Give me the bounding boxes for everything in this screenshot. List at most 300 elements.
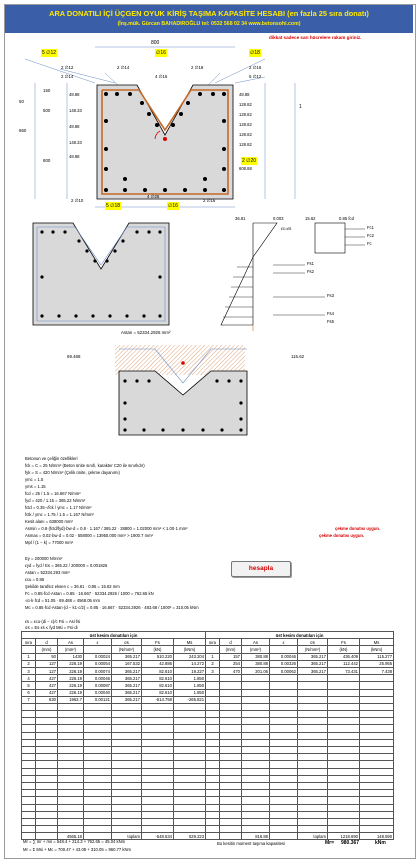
table-cell[interactable]: 226.19 <box>58 675 84 682</box>
table-cell[interactable] <box>328 696 360 703</box>
table-cell[interactable] <box>270 818 298 825</box>
table-cell[interactable] <box>84 739 112 746</box>
table-cell[interactable] <box>328 703 360 710</box>
table-cell[interactable] <box>142 775 174 782</box>
table-cell[interactable] <box>22 725 36 732</box>
table-cell[interactable]: 226.19 <box>58 689 84 696</box>
table-cell[interactable] <box>220 818 242 825</box>
table-cell[interactable] <box>174 711 206 718</box>
table-cell[interactable] <box>174 797 206 804</box>
table-cell[interactable] <box>270 761 298 768</box>
table-cell[interactable] <box>298 747 328 754</box>
table-cell[interactable] <box>298 725 328 732</box>
table-cell[interactable] <box>84 725 112 732</box>
table-cell[interactable]: 19.227 <box>174 667 206 674</box>
table-cell[interactable]: 470 <box>220 667 242 674</box>
table-cell[interactable] <box>112 804 142 811</box>
table-cell[interactable]: -514.759 <box>142 696 174 703</box>
table-cell[interactable] <box>142 747 174 754</box>
table-cell[interactable] <box>328 826 360 833</box>
table-cell[interactable] <box>220 811 242 818</box>
table-cell[interactable] <box>206 696 220 703</box>
table-cell[interactable] <box>220 725 242 732</box>
table-cell[interactable] <box>298 675 328 682</box>
table-cell[interactable] <box>206 689 220 696</box>
table-cell[interactable] <box>220 711 242 718</box>
table-cell[interactable] <box>142 703 174 710</box>
table-cell[interactable] <box>58 754 84 761</box>
table-cell[interactable] <box>142 797 174 804</box>
table-cell[interactable] <box>298 797 328 804</box>
table-cell[interactable] <box>220 732 242 739</box>
table-cell[interactable]: 127 <box>36 667 58 674</box>
table-cell[interactable]: 365.217 <box>112 696 142 703</box>
table-cell[interactable] <box>112 754 142 761</box>
table-cell[interactable] <box>220 804 242 811</box>
table-cell[interactable] <box>242 732 270 739</box>
table-cell[interactable] <box>270 689 298 696</box>
table-cell[interactable] <box>22 732 36 739</box>
table-cell[interactable] <box>58 718 84 725</box>
table-cell[interactable] <box>84 775 112 782</box>
table-cell[interactable]: 2 <box>22 660 36 667</box>
table-cell[interactable] <box>328 718 360 725</box>
table-cell[interactable] <box>22 790 36 797</box>
table-cell[interactable] <box>220 718 242 725</box>
table-cell[interactable]: 25.955 <box>360 660 394 667</box>
rebar-input-6[interactable]: ∅16 <box>168 203 178 209</box>
table-cell[interactable] <box>298 804 328 811</box>
table-cell[interactable] <box>270 675 298 682</box>
table-cell[interactable] <box>22 718 36 725</box>
table-cell[interactable] <box>270 739 298 746</box>
table-cell[interactable] <box>112 739 142 746</box>
table-cell[interactable] <box>360 718 394 725</box>
table-cell[interactable]: 365.217 <box>298 660 328 667</box>
table-cell[interactable]: 1 <box>22 653 36 660</box>
table-cell[interactable] <box>360 696 394 703</box>
table-cell[interactable] <box>22 797 36 804</box>
table-cell[interactable] <box>22 754 36 761</box>
table-cell[interactable] <box>174 754 206 761</box>
table-cell[interactable] <box>270 826 298 833</box>
table-cell[interactable]: 1 <box>206 653 220 660</box>
table-cell[interactable] <box>242 804 270 811</box>
table-cell[interactable] <box>58 739 84 746</box>
table-cell[interactable] <box>270 797 298 804</box>
table-cell[interactable]: 630 <box>36 696 58 703</box>
table-cell[interactable] <box>58 747 84 754</box>
table-cell[interactable]: 1963.7 <box>58 696 84 703</box>
table-cell[interactable] <box>242 725 270 732</box>
table-cell[interactable] <box>84 826 112 833</box>
table-cell[interactable]: 380.88 <box>242 660 270 667</box>
table-cell[interactable] <box>220 754 242 761</box>
table-cell[interactable] <box>270 754 298 761</box>
table-cell[interactable] <box>360 703 394 710</box>
table-cell[interactable] <box>36 754 58 761</box>
table-cell[interactable] <box>328 754 360 761</box>
table-cell[interactable] <box>174 761 206 768</box>
table-cell[interactable] <box>242 782 270 789</box>
table-cell[interactable] <box>360 689 394 696</box>
table-cell[interactable] <box>360 775 394 782</box>
table-cell[interactable] <box>142 768 174 775</box>
rebar-input-1[interactable]: 5 ∅12 <box>42 50 57 56</box>
table-cell[interactable] <box>360 790 394 797</box>
table-cell[interactable] <box>298 682 328 689</box>
table-cell[interactable] <box>220 775 242 782</box>
table-cell[interactable] <box>22 804 36 811</box>
table-cell[interactable]: 82.610 <box>142 689 174 696</box>
table-cell[interactable]: 3 <box>206 667 220 674</box>
table-cell[interactable] <box>174 826 206 833</box>
table-cell[interactable] <box>270 747 298 754</box>
table-cell[interactable]: 127 <box>36 660 58 667</box>
table-cell[interactable] <box>220 747 242 754</box>
table-cell[interactable] <box>142 818 174 825</box>
table-cell[interactable] <box>328 761 360 768</box>
table-cell[interactable] <box>112 775 142 782</box>
table-cell[interactable] <box>242 703 270 710</box>
table-cell[interactable] <box>174 811 206 818</box>
table-cell[interactable] <box>36 797 58 804</box>
table-cell[interactable] <box>174 703 206 710</box>
table-cell[interactable]: 427 <box>36 689 58 696</box>
table-cell[interactable] <box>298 689 328 696</box>
table-cell[interactable] <box>84 790 112 797</box>
table-cell[interactable]: 380.88 <box>242 653 270 660</box>
table-cell[interactable] <box>22 811 36 818</box>
table-cell[interactable] <box>58 703 84 710</box>
table-cell[interactable]: 436.409 <box>328 653 360 660</box>
table-cell[interactable] <box>242 711 270 718</box>
table-cell[interactable] <box>112 732 142 739</box>
table-cell[interactable] <box>36 790 58 797</box>
table-cell[interactable]: 226.19 <box>58 667 84 674</box>
table-cell[interactable] <box>220 739 242 746</box>
table-cell[interactable] <box>360 811 394 818</box>
table-cell[interactable] <box>298 818 328 825</box>
table-cell[interactable] <box>242 747 270 754</box>
table-cell[interactable] <box>58 818 84 825</box>
table-cell[interactable] <box>360 826 394 833</box>
table-cell[interactable] <box>84 703 112 710</box>
table-cell[interactable] <box>58 826 84 833</box>
table-cell[interactable] <box>360 804 394 811</box>
table-cell[interactable] <box>174 725 206 732</box>
table-cell[interactable] <box>220 675 242 682</box>
table-cell[interactable] <box>360 747 394 754</box>
table-cell[interactable] <box>360 711 394 718</box>
table-cell[interactable]: 0.00046 <box>270 653 298 660</box>
table-cell[interactable]: 365.217 <box>112 675 142 682</box>
table-cell[interactable]: 254 <box>220 660 242 667</box>
table-cell[interactable] <box>174 768 206 775</box>
table-cell[interactable] <box>206 811 220 818</box>
table-cell[interactable]: 0.00046 <box>84 675 112 682</box>
table-cell[interactable] <box>36 703 58 710</box>
table-cell[interactable] <box>142 761 174 768</box>
table-cell[interactable] <box>298 703 328 710</box>
table-cell[interactable] <box>220 689 242 696</box>
table-cell[interactable] <box>112 703 142 710</box>
table-cell[interactable] <box>270 811 298 818</box>
table-cell[interactable] <box>174 804 206 811</box>
table-cell[interactable] <box>298 826 328 833</box>
table-cell[interactable]: 50 <box>36 653 58 660</box>
table-cell[interactable] <box>360 732 394 739</box>
table-cell[interactable] <box>328 739 360 746</box>
table-cell[interactable] <box>84 804 112 811</box>
table-cell[interactable]: 112.442 <box>328 660 360 667</box>
table-cell[interactable] <box>298 754 328 761</box>
table-cell[interactable] <box>206 782 220 789</box>
table-cell[interactable] <box>22 768 36 775</box>
table-cell[interactable] <box>242 768 270 775</box>
table-cell[interactable] <box>328 768 360 775</box>
table-cell[interactable] <box>36 782 58 789</box>
table-cell[interactable] <box>174 818 206 825</box>
table-cell[interactable] <box>242 696 270 703</box>
table-cell[interactable] <box>220 696 242 703</box>
table-cell[interactable]: 3 <box>22 667 36 674</box>
table-cell[interactable] <box>298 811 328 818</box>
rebar-input-3[interactable]: ∅18 <box>250 50 260 56</box>
table-cell[interactable]: 226.19 <box>58 682 84 689</box>
table-cell[interactable] <box>112 782 142 789</box>
table-cell[interactable] <box>142 711 174 718</box>
table-cell[interactable] <box>84 782 112 789</box>
table-cell[interactable] <box>206 826 220 833</box>
table-cell[interactable] <box>242 675 270 682</box>
table-cell[interactable] <box>112 747 142 754</box>
table-cell[interactable]: 2 <box>206 660 220 667</box>
table-cell[interactable] <box>328 711 360 718</box>
table-cell[interactable]: 510.220 <box>142 653 174 660</box>
table-cell[interactable] <box>142 811 174 818</box>
table-cell[interactable] <box>206 768 220 775</box>
table-cell[interactable] <box>360 739 394 746</box>
table-cell[interactable] <box>328 797 360 804</box>
table-cell[interactable] <box>36 739 58 746</box>
table-cell[interactable] <box>298 761 328 768</box>
table-cell[interactable] <box>142 782 174 789</box>
table-cell[interactable] <box>84 818 112 825</box>
table-cell[interactable]: 1.850 <box>174 675 206 682</box>
rebar-input-2[interactable]: ∅16 <box>156 50 166 56</box>
table-cell[interactable] <box>206 739 220 746</box>
table-cell[interactable] <box>328 818 360 825</box>
table-cell[interactable] <box>270 711 298 718</box>
table-cell[interactable] <box>22 775 36 782</box>
table-cell[interactable] <box>84 718 112 725</box>
table-cell[interactable]: 0.00121 <box>84 696 112 703</box>
table-cell[interactable]: 42.886 <box>142 660 174 667</box>
table-cell[interactable] <box>84 732 112 739</box>
table-cell[interactable] <box>270 696 298 703</box>
table-cell[interactable] <box>174 782 206 789</box>
table-cell[interactable] <box>112 790 142 797</box>
table-cell[interactable] <box>112 718 142 725</box>
table-cell[interactable] <box>270 790 298 797</box>
table-cell[interactable] <box>298 711 328 718</box>
table-cell[interactable] <box>36 818 58 825</box>
table-cell[interactable] <box>84 797 112 804</box>
table-cell[interactable]: 115.277 <box>360 653 394 660</box>
table-cell[interactable]: 73.431 <box>328 667 360 674</box>
table-cell[interactable] <box>36 826 58 833</box>
table-cell[interactable] <box>36 804 58 811</box>
table-cell[interactable] <box>298 696 328 703</box>
table-cell[interactable]: 0.00024 <box>84 653 112 660</box>
table-cell[interactable]: 0.00062 <box>270 667 298 674</box>
table-cell[interactable] <box>206 711 220 718</box>
table-cell[interactable]: 0.00087 <box>84 682 112 689</box>
table-cell[interactable] <box>112 711 142 718</box>
table-cell[interactable] <box>270 725 298 732</box>
table-cell[interactable] <box>142 754 174 761</box>
table-cell[interactable] <box>360 754 394 761</box>
table-cell[interactable] <box>22 761 36 768</box>
table-cell[interactable] <box>58 775 84 782</box>
table-cell[interactable] <box>220 682 242 689</box>
rebar-input-5[interactable]: 5 ∅18 <box>106 203 121 209</box>
table-cell[interactable] <box>36 718 58 725</box>
table-cell[interactable] <box>220 761 242 768</box>
table-cell[interactable] <box>298 768 328 775</box>
table-cell[interactable]: 1.850 <box>174 689 206 696</box>
table-cell[interactable] <box>360 782 394 789</box>
table-cell[interactable] <box>206 775 220 782</box>
table-cell[interactable] <box>58 797 84 804</box>
table-cell[interactable] <box>112 761 142 768</box>
table-cell[interactable] <box>142 804 174 811</box>
table-cell[interactable] <box>242 739 270 746</box>
table-cell[interactable] <box>174 718 206 725</box>
table-cell[interactable]: 157 <box>220 653 242 660</box>
table-cell[interactable] <box>84 711 112 718</box>
table-cell[interactable] <box>112 811 142 818</box>
table-cell[interactable]: 365.217 <box>112 689 142 696</box>
table-cell[interactable] <box>22 739 36 746</box>
table-cell[interactable]: 0.00040 <box>84 689 112 696</box>
table-cell[interactable] <box>206 718 220 725</box>
table-cell[interactable] <box>112 797 142 804</box>
table-cell[interactable] <box>36 711 58 718</box>
table-cell[interactable]: 7.438 <box>360 667 394 674</box>
table-cell[interactable]: 226.19 <box>58 660 84 667</box>
table-cell[interactable] <box>220 790 242 797</box>
table-cell[interactable] <box>22 711 36 718</box>
table-cell[interactable] <box>270 768 298 775</box>
table-cell[interactable]: 6 <box>22 689 36 696</box>
table-cell[interactable] <box>270 703 298 710</box>
table-cell[interactable] <box>328 811 360 818</box>
table-cell[interactable]: 201.06 <box>242 667 270 674</box>
table-cell[interactable]: 427 <box>36 675 58 682</box>
table-cell[interactable]: 427 <box>36 682 58 689</box>
table-cell[interactable] <box>58 711 84 718</box>
table-cell[interactable] <box>206 725 220 732</box>
table-cell[interactable]: 7 <box>22 696 36 703</box>
table-cell[interactable] <box>142 739 174 746</box>
table-cell[interactable] <box>58 732 84 739</box>
table-cell[interactable] <box>142 826 174 833</box>
table-cell[interactable] <box>206 732 220 739</box>
table-cell[interactable]: 82.610 <box>142 667 174 674</box>
table-cell[interactable] <box>298 775 328 782</box>
table-cell[interactable] <box>58 761 84 768</box>
table-cell[interactable] <box>84 747 112 754</box>
table-cell[interactable] <box>242 818 270 825</box>
table-cell[interactable] <box>206 804 220 811</box>
table-cell[interactable] <box>206 797 220 804</box>
table-cell[interactable] <box>328 790 360 797</box>
table-cell[interactable]: 5 <box>22 682 36 689</box>
table-cell[interactable] <box>242 689 270 696</box>
table-cell[interactable] <box>360 761 394 768</box>
table-cell[interactable] <box>36 725 58 732</box>
table-cell[interactable] <box>142 790 174 797</box>
table-cell[interactable] <box>360 682 394 689</box>
table-cell[interactable] <box>242 754 270 761</box>
table-cell[interactable] <box>58 804 84 811</box>
table-cell[interactable] <box>270 782 298 789</box>
table-cell[interactable] <box>36 747 58 754</box>
table-cell[interactable] <box>206 682 220 689</box>
table-cell[interactable]: 365.217 <box>112 682 142 689</box>
table-cell[interactable]: 82.610 <box>142 675 174 682</box>
table-cell[interactable] <box>206 747 220 754</box>
table-cell[interactable] <box>328 689 360 696</box>
table-cell[interactable] <box>328 682 360 689</box>
table-cell[interactable]: 0.00326 <box>270 660 298 667</box>
table-cell[interactable] <box>36 768 58 775</box>
table-cell[interactable] <box>270 732 298 739</box>
table-cell[interactable] <box>242 797 270 804</box>
table-cell[interactable] <box>242 775 270 782</box>
table-cell[interactable] <box>242 811 270 818</box>
table-cell[interactable] <box>174 739 206 746</box>
table-cell[interactable] <box>22 747 36 754</box>
table-cell[interactable]: 365.217 <box>112 653 142 660</box>
table-cell[interactable] <box>84 768 112 775</box>
table-cell[interactable] <box>328 804 360 811</box>
table-cell[interactable] <box>84 754 112 761</box>
table-cell[interactable] <box>220 797 242 804</box>
table-cell[interactable]: 167.532 <box>112 660 142 667</box>
table-cell[interactable] <box>220 768 242 775</box>
table-cell[interactable] <box>298 739 328 746</box>
table-cell[interactable] <box>360 797 394 804</box>
table-cell[interactable] <box>270 718 298 725</box>
table-cell[interactable]: 14.272 <box>174 660 206 667</box>
table-cell[interactable] <box>112 725 142 732</box>
table-cell[interactable] <box>112 826 142 833</box>
table-cell[interactable] <box>84 761 112 768</box>
table-cell[interactable] <box>142 725 174 732</box>
table-cell[interactable] <box>242 718 270 725</box>
table-cell[interactable] <box>58 768 84 775</box>
table-cell[interactable] <box>206 754 220 761</box>
table-cell[interactable] <box>174 790 206 797</box>
table-cell[interactable] <box>206 675 220 682</box>
table-cell[interactable]: 365.217 <box>112 667 142 674</box>
table-cell[interactable] <box>242 790 270 797</box>
table-cell[interactable] <box>112 768 142 775</box>
table-cell[interactable]: 1430 <box>58 653 84 660</box>
